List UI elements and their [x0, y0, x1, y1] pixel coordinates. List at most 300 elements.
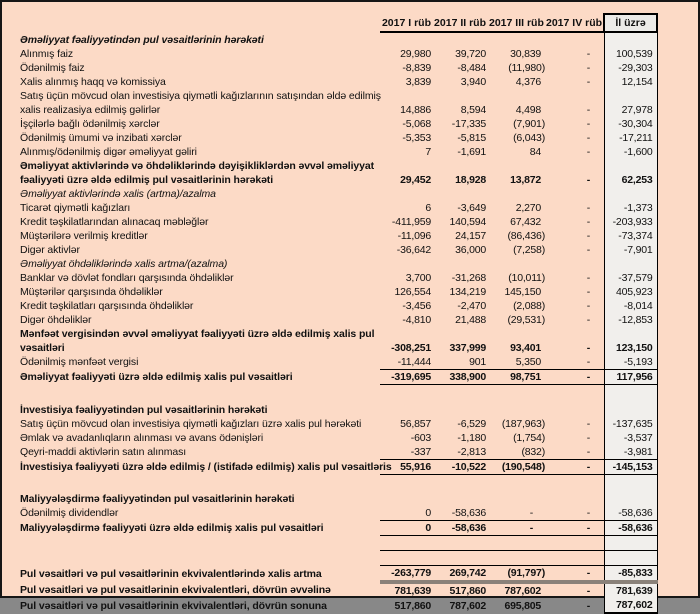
cell-2017-q2: -58,636 [434, 506, 489, 521]
row-margin [657, 257, 698, 271]
table-row [2, 75, 698, 89]
cell-2017-q2: 39,720 [455, 48, 486, 60]
cell-2017-q1: 781,639 [394, 585, 431, 597]
cell-year-total: -1,373 [604, 201, 657, 215]
col-header-year-total: İl üzrə [604, 14, 657, 32]
cell-2017-q4 [546, 327, 600, 341]
cell-2017-q3 [489, 474, 546, 492]
cell-2017-q3: 98,751 [489, 370, 546, 385]
row-margin [657, 492, 698, 506]
cell-year-total: -85,833 [604, 566, 657, 583]
cell-2017-q3: (1,754) [513, 431, 545, 444]
row-margin [657, 103, 698, 117]
cell-2017-q4 [546, 89, 600, 103]
cell-2017-q3: 2,270 [515, 202, 541, 214]
cell-year-total: -12,853 [604, 313, 657, 327]
spacer-row [2, 474, 698, 492]
cell-2017-q4 [546, 492, 600, 506]
cell-2017-q4: - [586, 431, 590, 444]
cell-2017-q2: 134,219 [449, 286, 486, 298]
cell-2017-q4 [546, 551, 600, 566]
table-row [2, 506, 698, 521]
cell-2017-q2: 140,594 [449, 216, 486, 228]
cell-2017-q1: 3,839 [405, 76, 431, 88]
row-margin [657, 370, 698, 385]
row-label: Əməliyyat aktivlərində xalis (artma)/azalma [20, 188, 216, 200]
cell-2017-q3 [489, 551, 546, 566]
table-row [2, 117, 698, 131]
cell-year-total [604, 159, 657, 173]
cell-2017-q1 [380, 89, 434, 103]
cell-2017-q3: (832) [489, 445, 546, 460]
cell-year-total: -30,304 [604, 117, 657, 131]
cell-2017-q4: - [546, 370, 600, 385]
row-label: Əmlak və avadanlıqların alınması və avans ödənişləri [20, 431, 264, 444]
row-margin [657, 75, 698, 89]
row-label: Pul vəsaitləri və pul vəsaitlərinin ekvivalentlərində xalis artma [20, 567, 322, 580]
table-row [2, 173, 698, 187]
cell-2017-q2: 8,594 [460, 104, 486, 116]
cell-2017-q3: 787,602 [504, 585, 541, 597]
cell-2017-q3 [489, 385, 546, 403]
cell-2017-q1 [380, 403, 434, 417]
cell-2017-q4: - [586, 48, 590, 60]
cell-year-total: 405,923 [604, 285, 657, 299]
cell-2017-q2: -1,691 [457, 146, 486, 158]
cell-year-total: -58,636 [604, 521, 657, 536]
row-margin [657, 551, 698, 566]
table-row [2, 61, 698, 75]
cell-year-total: -7,901 [604, 243, 657, 257]
cell-2017-q2: -1,180 [457, 431, 486, 444]
table-row [2, 229, 698, 243]
row-label: Digər öhdəliklər [20, 314, 92, 326]
row-margin [657, 285, 698, 299]
row-label: fəaliyyəti üzrə əldə edilmiş pul vəsaitlərinin hərəkəti [20, 174, 274, 186]
cell-2017-q3: 4,376 [515, 76, 541, 88]
table-header-row [2, 14, 698, 32]
cell-2017-q3: (91,797) [489, 566, 546, 583]
table-row [2, 201, 698, 215]
cell-year-total: -29,303 [604, 61, 657, 75]
row-label: Qeyri-maddi aktivlərin satın alınması [20, 445, 187, 458]
table-row [2, 445, 698, 460]
cell-2017-q2 [434, 187, 489, 201]
cell-2017-q1 [380, 187, 434, 201]
cell-2017-q3 [489, 403, 546, 417]
cell-2017-q1: 56,857 [400, 417, 431, 430]
cell-year-total: -17,211 [604, 131, 657, 145]
row-margin [657, 355, 698, 370]
cell-2017-q2 [434, 403, 489, 417]
cell-2017-q3 [489, 187, 546, 201]
cell-2017-q2: 21,488 [455, 314, 486, 326]
row-margin [657, 145, 698, 159]
cell-2017-q3 [489, 32, 546, 47]
cell-2017-q3: 67,432 [510, 216, 541, 228]
row-margin [657, 445, 698, 460]
row-margin [657, 271, 698, 285]
cell-2017-q1: 3,700 [405, 272, 431, 284]
cell-2017-q1 [380, 159, 434, 173]
cell-2017-q4: - [586, 76, 590, 88]
cell-2017-q4: - [546, 355, 600, 370]
cell-2017-q3 [489, 257, 546, 271]
cell-2017-q2 [434, 474, 489, 492]
cell-year-total: -58,636 [604, 506, 657, 521]
row-label: Müştərilərə verilmiş kreditlər [20, 230, 148, 242]
cell-2017-q3: (29,531) [507, 314, 545, 326]
header-margin [657, 14, 698, 32]
cell-2017-q3: 145,150 [504, 286, 541, 298]
cell-2017-q3: (6,043) [513, 132, 545, 144]
row-margin [657, 243, 698, 257]
cell-2017-q4: - [546, 459, 600, 474]
cell-2017-q2: 337,999 [449, 342, 486, 354]
cell-2017-q2 [434, 89, 489, 103]
row-margin [657, 89, 698, 103]
cell-year-total [604, 257, 657, 271]
cell-2017-q3 [489, 89, 546, 103]
col-header-2017-q4: 2017 IV rüb [546, 14, 600, 32]
cell-2017-q1: -11,096 [397, 230, 431, 242]
row-margin [657, 385, 698, 403]
cell-year-total [604, 32, 657, 47]
table-row [2, 598, 698, 613]
cell-2017-q3: - [489, 521, 546, 536]
cell-year-total [604, 327, 657, 341]
row-label: Əməliyyat aktivlərində və öhdəliklərində dəyişikliklərdən əvvəl əməliyyat [20, 160, 375, 172]
row-label: Maliyyələşdirmə fəaliyyətindən pul vəsaitlərinin hərəkəti [20, 493, 295, 505]
row-margin [657, 506, 698, 521]
cell-year-total [604, 187, 657, 201]
cell-year-total [604, 89, 657, 103]
cell-2017-q1 [380, 327, 434, 341]
cell-2017-q4: - [586, 599, 590, 612]
cell-2017-q2 [434, 327, 489, 341]
cell-2017-q2: -3,649 [457, 202, 486, 214]
row-margin [657, 431, 698, 445]
cell-2017-q3: 84 [529, 146, 541, 158]
row-label: Maliyyələşdirmə fəaliyyəti üzrə əldə edilmiş xalis pul vəsaitləri [20, 522, 324, 534]
cell-year-total: 100,539 [604, 47, 657, 61]
table-row [2, 47, 698, 61]
row-label [2, 551, 380, 566]
table-row [2, 257, 698, 271]
cell-year-total: 781,639 [604, 582, 657, 598]
cell-year-total [604, 492, 657, 506]
cell-2017-q2: -2,813 [434, 445, 489, 460]
cell-2017-q1: -5,353 [402, 132, 431, 144]
row-margin [657, 521, 698, 536]
cell-2017-q1: -11,444 [380, 355, 434, 370]
table-row [2, 582, 698, 598]
cell-year-total: -3,981 [604, 445, 657, 460]
cell-2017-q2: -8,484 [457, 62, 486, 74]
row-margin [657, 215, 698, 229]
cell-2017-q3: 30,839 [510, 48, 541, 60]
cell-2017-q2 [434, 492, 489, 506]
cell-2017-q1: 14,886 [400, 104, 431, 116]
cell-year-total [604, 385, 657, 403]
row-label: İnvestisiya fəaliyyəti üzrə əldə edilmiş / (istifadə edilmiş) xalis pul vəsaitləris [20, 460, 392, 473]
cell-2017-q1: 0 [380, 506, 434, 521]
row-margin [657, 459, 698, 474]
cell-2017-q3: 5,350 [489, 355, 546, 370]
table-row [2, 327, 698, 341]
cell-year-total: -3,537 [604, 431, 657, 445]
cell-2017-q2: -5,815 [457, 132, 486, 144]
row-label: Banklar və dövlət fondları qarşısında öhdəliklər [20, 272, 234, 284]
row-margin [657, 173, 698, 187]
cell-2017-q2: -2,470 [457, 300, 486, 312]
cell-year-total: -137,635 [604, 417, 657, 431]
cell-year-total: 62,253 [604, 173, 657, 187]
cell-2017-q1: -8,839 [402, 62, 431, 74]
cell-2017-q2: 36,000 [455, 244, 486, 256]
table-row [2, 299, 698, 313]
table-row [2, 566, 698, 583]
cell-2017-q2 [434, 257, 489, 271]
row-label: Pul vəsaitləri və pul vəsaitlərinin ekvivalentləri, dövrün sonuna [20, 599, 327, 612]
cell-2017-q3: 4,498 [515, 104, 541, 116]
spacer-row [2, 385, 698, 403]
table-row [2, 145, 698, 159]
cell-2017-q1 [380, 492, 434, 506]
cell-2017-q1: -603 [410, 431, 431, 444]
cell-year-total: -37,579 [604, 271, 657, 285]
cell-year-total: -8,014 [604, 299, 657, 313]
cell-2017-q4: - [586, 62, 590, 74]
row-label: İnvestisiya fəaliyyətindən pul vəsaitlərinin hərəkəti [20, 403, 268, 416]
cell-2017-q3: 695,805 [504, 599, 541, 612]
cell-2017-q4: - [586, 216, 590, 228]
cell-2017-q3 [489, 492, 546, 506]
row-margin [657, 417, 698, 431]
cell-year-total: -203,933 [604, 215, 657, 229]
cell-year-total [604, 474, 657, 492]
table-row [2, 370, 698, 385]
table-row [2, 285, 698, 299]
cell-2017-q1: 517,860 [394, 599, 431, 612]
cell-2017-q2: -58,636 [434, 521, 489, 536]
cell-2017-q3: (11,980) [508, 62, 545, 74]
row-margin [657, 61, 698, 75]
cell-2017-q3 [489, 536, 546, 551]
cell-year-total: 27,978 [604, 103, 657, 117]
cell-2017-q4: - [586, 272, 590, 284]
cell-2017-q1: 7 [425, 146, 431, 158]
row-label [2, 385, 380, 403]
table-row [2, 89, 698, 103]
row-label: Əməliyyat öhdəliklərində xalis artma/(azalma) [20, 258, 228, 270]
row-label: Əməliyyat fəaliyyətindən pul vəsaitlərinin hərəkəti [20, 33, 264, 46]
row-margin [657, 187, 698, 201]
cell-2017-q2: -6,529 [457, 417, 486, 430]
cell-2017-q1: 55,916 [380, 459, 434, 474]
row-label: Müştərilər qarşısında öhdəliklər [20, 286, 163, 298]
cell-year-total [604, 551, 657, 566]
cell-year-total: 787,602 [604, 598, 657, 613]
cell-2017-q1 [380, 536, 434, 551]
table-row [2, 341, 698, 355]
cell-year-total [604, 403, 657, 417]
row-label: Ödənilmiş ümumi və inzibati xərclər [20, 132, 182, 144]
row-margin [657, 566, 698, 583]
cell-2017-q3: 13,872 [510, 174, 541, 186]
cell-2017-q3: (10,011) [508, 272, 545, 284]
cell-year-total: -5,193 [604, 355, 657, 370]
cell-2017-q1 [380, 385, 434, 403]
cell-2017-q3: (190,548) [489, 459, 546, 474]
row-margin [657, 598, 698, 613]
cell-year-total: 117,956 [604, 370, 657, 385]
col-header-2017-q3: 2017 III rüb [489, 14, 546, 32]
cell-2017-q1: 29,452 [400, 174, 431, 186]
cell-2017-q2: -10,522 [434, 459, 489, 474]
cell-2017-q4: - [586, 286, 590, 298]
cell-2017-q4 [546, 536, 600, 551]
cell-2017-q1: -4,810 [402, 314, 431, 326]
row-label: Kredit təşkilatlarından alınacaq məbləğlər [20, 216, 209, 228]
cell-2017-q3: - [489, 506, 546, 521]
table-row [2, 403, 698, 417]
cell-2017-q2: -31,268 [451, 272, 486, 284]
cell-2017-q2: 24,157 [455, 230, 486, 242]
cell-2017-q4: - [586, 118, 590, 130]
cell-2017-q3: (2,088) [513, 300, 545, 312]
cell-2017-q1: 29,980 [400, 48, 431, 60]
row-margin [657, 159, 698, 173]
cell-2017-q4: - [546, 521, 600, 536]
cell-2017-q4: - [586, 174, 590, 186]
row-margin [657, 47, 698, 61]
cell-2017-q4 [546, 474, 600, 492]
cell-2017-q1: 0 [380, 521, 434, 536]
row-label: Ödənilmiş mənfəət vergisi [20, 356, 139, 369]
cell-2017-q4: - [586, 244, 590, 256]
cell-2017-q4: - [586, 104, 590, 116]
col-header-2017-q1: 2017 I rüb [380, 14, 434, 32]
cell-2017-q1: 126,554 [394, 286, 431, 298]
row-margin [657, 582, 698, 598]
table-row [2, 355, 698, 370]
row-margin [657, 117, 698, 131]
cell-2017-q2: 18,928 [455, 174, 486, 186]
table-row [2, 417, 698, 431]
col-header-2017-q2: 2017 II rüb [434, 14, 489, 32]
cell-2017-q1: -36,642 [396, 244, 431, 256]
table-row [2, 492, 698, 506]
cell-2017-q3: (86,436) [507, 230, 545, 242]
cell-2017-q2: 787,602 [449, 599, 486, 612]
table-row [2, 131, 698, 145]
cell-year-total: 123,150 [604, 341, 657, 355]
cell-2017-q3: (187,963) [501, 417, 545, 430]
table-row [2, 459, 698, 474]
row-label: vəsaitləri [20, 342, 65, 354]
cell-2017-q4: - [586, 132, 590, 144]
cell-2017-q1 [380, 32, 434, 47]
cell-year-total: -145,153 [604, 459, 657, 474]
cell-2017-q1: -319,695 [380, 370, 434, 385]
cell-2017-q2: -17,335 [451, 118, 486, 130]
row-label [2, 474, 380, 492]
cell-2017-q4: - [586, 417, 590, 430]
row-label: Alınmış/ödənilmiş digər əməliyyat gəliri [20, 146, 197, 158]
cell-2017-q1: 6 [425, 202, 431, 214]
row-margin [657, 536, 698, 551]
cell-2017-q2 [434, 551, 489, 566]
cell-2017-q4: - [546, 445, 600, 460]
row-label: Mənfəət vergisindən əvvəl əməliyyat fəaliyyəti üzrə əldə edilmiş xalis pul [20, 328, 375, 340]
row-label: Pul vəsaitləri və pul vəsaitlərinin ekvivalentləri, dövrün əvvəlinə [20, 584, 331, 596]
cell-2017-q1: -263,779 [380, 566, 434, 583]
spacer-row [2, 551, 698, 566]
cash-flow-table [2, 13, 698, 614]
table-row [2, 271, 698, 285]
cell-2017-q2: 269,742 [434, 566, 489, 583]
cell-2017-q1: -5,068 [402, 118, 431, 130]
row-label: xalis realizasiya edilmiş gəlirlər [20, 104, 161, 116]
cell-2017-q4 [546, 187, 600, 201]
cell-2017-q1: -308,251 [391, 342, 431, 354]
cell-2017-q4: - [586, 146, 590, 158]
cell-2017-q4: - [586, 314, 590, 326]
row-label: Alınmış faiz [20, 48, 74, 60]
cell-2017-q4: - [586, 202, 590, 214]
cell-2017-q3 [489, 327, 546, 341]
cell-2017-q1 [380, 474, 434, 492]
row-label: Kredit təşkilatları qarşısında öhdəliklər [20, 300, 194, 312]
table-row [2, 187, 698, 201]
cell-2017-q4: - [586, 300, 590, 312]
row-margin [657, 313, 698, 327]
row-label: Əməliyyat fəaliyyəti üzrə əldə edilmiş xalis pul vəsaitləri [20, 371, 293, 383]
cell-2017-q4: - [546, 566, 600, 583]
row-margin [657, 131, 698, 145]
table-row [2, 313, 698, 327]
cell-2017-q2 [434, 536, 489, 551]
row-label: İşçilərlə bağlı ödənilmiş xərclər [20, 118, 160, 130]
row-label: Ödənilmiş dividendlər [20, 507, 119, 520]
cell-2017-q2: 338,900 [434, 370, 489, 385]
row-margin [657, 327, 698, 341]
table-row [2, 159, 698, 173]
row-margin [657, 32, 698, 47]
cell-2017-q3: (7,901) [513, 118, 545, 130]
cell-2017-q1 [380, 551, 434, 566]
cell-2017-q1: -337 [380, 445, 434, 460]
row-margin [657, 474, 698, 492]
cell-2017-q4: - [586, 230, 590, 242]
row-label: Digər aktivlər [20, 244, 80, 256]
row-label: Satış üçün mövcud olan investisiya qiymətli kağızlarının satışından əldə edilmiş [20, 90, 381, 102]
row-margin [657, 229, 698, 243]
row-margin [657, 341, 698, 355]
cell-2017-q4 [546, 159, 600, 173]
cell-2017-q2 [434, 385, 489, 403]
cell-2017-q4 [546, 32, 600, 47]
spacer-row [2, 536, 698, 551]
cell-year-total: -73,374 [604, 229, 657, 243]
cell-2017-q4: - [586, 585, 590, 597]
header-label-spacer [2, 14, 380, 32]
cell-year-total: 12,154 [604, 75, 657, 89]
cell-2017-q1: -3,456 [402, 300, 431, 312]
cell-2017-q3 [489, 159, 546, 173]
row-label [2, 536, 380, 551]
